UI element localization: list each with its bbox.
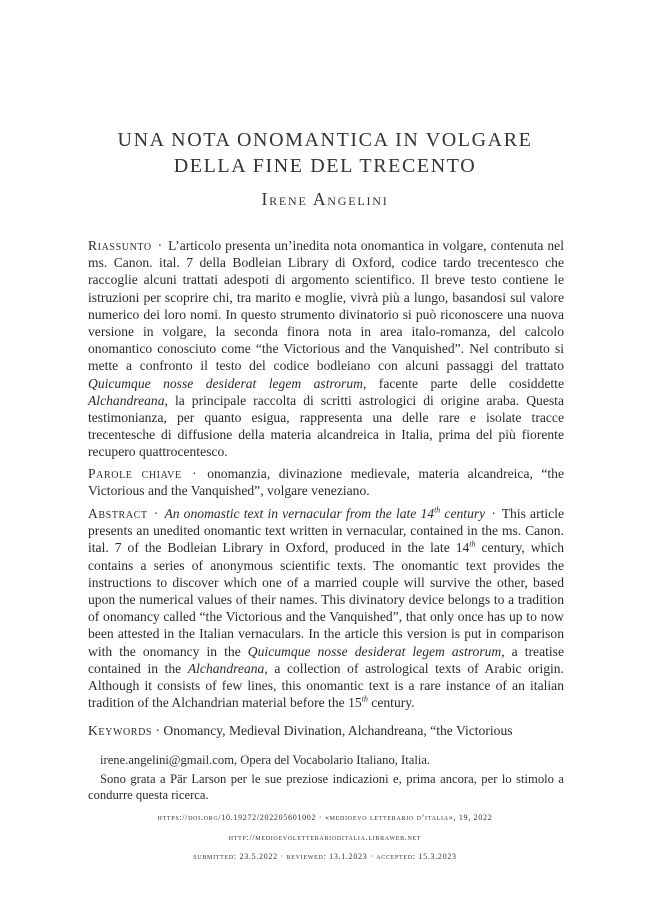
footer-dates-line: submitted: 23.5.2022 · reviewed: 13.1.2023 · accepted: 15.3.2023 <box>193 852 457 861</box>
article-title <box>0 127 650 179</box>
footer-url-line: http://medioevoletterarioditalia.libraweb.net <box>228 833 422 842</box>
abstract-title-text: An onomastic text in vernacular from the late 14 <box>164 506 435 521</box>
abstract-label: Abstract <box>88 506 148 521</box>
abstract-text-a: This article presents an unedited onomantic text written in vernacular, contained in the ms. Canon. ital. 7 of the Bodleian Library in Oxford, produced in the late 14 <box>88 506 565 556</box>
riassunto-separator: · <box>157 238 163 253</box>
parole-chiave-separator: · <box>192 466 197 481</box>
abstract-text-d: , a collection of astrological texts of Arabic origin. Although it consists of few lines, this onomantic text is a rare instance of an italian tradition of the Alchandrian material before the 15 <box>88 660 565 711</box>
author-name: Irene Angelini <box>261 189 389 209</box>
abstract-italic-alchandreana: Alchandreana <box>187 660 265 676</box>
riassunto-paragraph <box>88 237 564 461</box>
abstract-sup-1: th <box>469 539 476 549</box>
abstract-paragraph <box>88 505 564 711</box>
riassunto-italic-treatise: Quicumque nosse desiderat legem astrorum <box>88 375 363 391</box>
keywords-separator: · <box>155 723 160 738</box>
title-line-2: DELLA FINE DEL TRECENTO <box>173 155 477 177</box>
keywords-paragraph <box>88 722 564 739</box>
title-line-1: UNA NOTA ONOMANTICA IN VOLGARE <box>117 129 533 151</box>
riassunto-label: Riassunto <box>88 238 152 253</box>
abstract-title-sup: th <box>434 505 441 515</box>
abstract-italic-treatise: Quicumque nosse desiderat legem astrorum <box>247 643 502 659</box>
keywords-text: Onomancy, Medieval Divination, Alchandreana, “the Victorious <box>163 723 513 738</box>
footnote-thanks: Sono grata a Pär Larson per le sue preziose indicazioni e, prima ancora, per lo stimolo a condurre questa ricerca. <box>88 772 564 803</box>
parole-chiave-paragraph <box>88 465 564 499</box>
abstract-text-c: , a treatise contained in the <box>88 643 564 676</box>
parole-chiave-text: onomanzia, divinazione medievale, materia alcandreica, “the Victorious and the Vanquished”, volgare veneziano. <box>88 466 565 499</box>
footnote-contact: irene.angelini@gmail.com, Opera del Vocabolario Italiano, Italia. <box>100 753 431 767</box>
abstract-sup-2: th <box>361 694 368 704</box>
abstract-title-text-end: century <box>440 506 486 521</box>
riassunto-text-a: L’articolo presenta un’inedita nota onomantica in volgare, contenuta nel ms. Canon. ital. 7 della Bodleian Library di Oxford, codice tardo trecentesco che raccoglie alcuni trattati adespoti di argomento scientifico. Il breve testo contiene le istruzioni per scoprire chi, tra marito e moglie, vivrà più a lungo, basandosi sul valore numerico dei loro nomi. In questo strumento divinatorio si può riconoscere una nuova versione in volgare, la seconda finora nota in area italo-romanza, del calcolo onomantico conosciuto come “the Victorious and the Vanquished”. Nel contributo si mette a confronto il testo del codice bodleiano con alcuni passaggi del trattato <box>88 238 564 374</box>
riassunto-italic-alchandreana: Alchandreana <box>88 392 165 408</box>
abstract-text-b: century, which contains a series of anonymous scientific texts. The onomantic text provides the instructions to discover which one of a married couple will survive the other, based upon the numerical values of their names. This divinatory device belongs to a tradition of onomancy called “the Victorious and the Vanquished”, that only once has up to now been attested in the Italian vernaculars. In the article this version is put in comparison with the onomancy in the <box>88 540 564 659</box>
abstract-title <box>164 506 485 521</box>
riassunto-text-c: , la principale raccolta di scritti astrologici di origine araba. Questa testimonianza, per quanto esigua, rappresenta una delle rare e isolate tracce trecentesche di diffusione della materia alcandreica in Italia, prima del più fiorente recupero quattrocentesco. <box>88 392 564 460</box>
abstract-separator: · <box>153 506 159 521</box>
keywords-label: Keywords <box>88 723 153 738</box>
abstract-text-e: century. <box>367 695 415 711</box>
riassunto-text-b: , facente parte delle cosiddette <box>362 375 564 391</box>
footer-doi-line: https://doi.org/10.19272/202205601002 · «medioevo letterario d’italia», 19, 2022 <box>157 813 493 822</box>
abstract-separator-2: · <box>491 506 496 521</box>
parole-chiave-label: Parole chiave <box>88 466 182 481</box>
